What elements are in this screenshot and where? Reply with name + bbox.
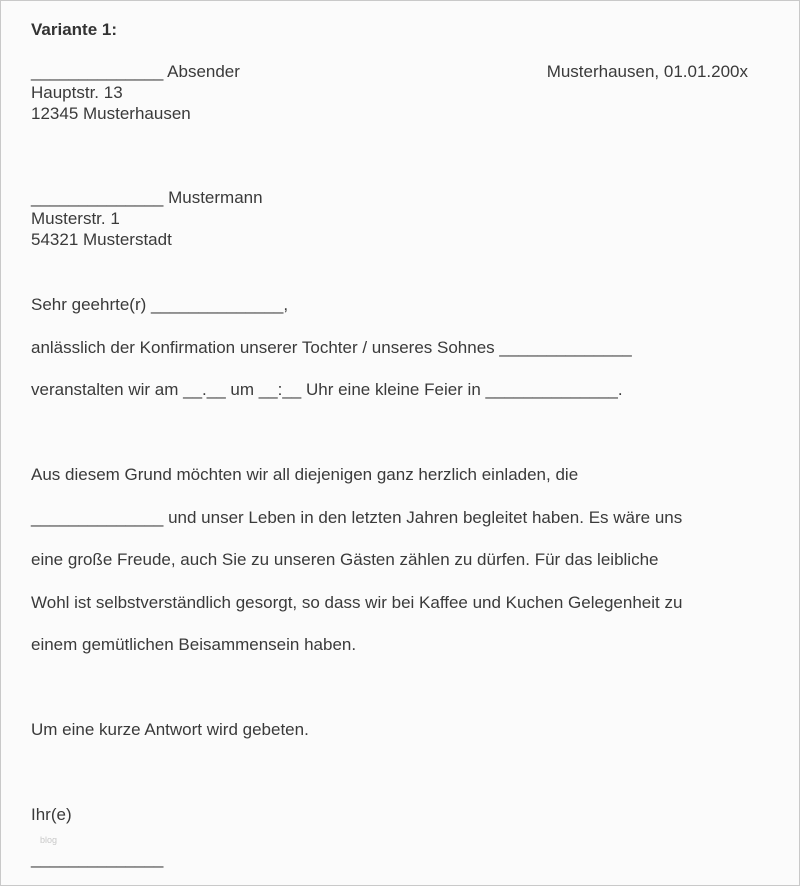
paragraph2-line: eine große Freude, auch Sie zu unseren Gästen zählen zu dürfen. Für das leibliche [31,550,659,569]
variant-title: Variante 1: [31,20,117,39]
signature-line: ______________ [31,849,164,868]
closing: Ihr(e) [31,805,72,824]
sender-city: 12345 Musterhausen [31,104,191,123]
salutation: Sehr geehrte(r) ______________, [31,295,289,314]
paragraph2-line: Wohl ist selbstverständlich gesorgt, so dass wir bei Kaffee und Kuchen Gelegenheit zu [31,593,683,612]
paragraph1-line: anlässlich der Konfirmation unserer Tochter / unseres Sohnes ______________ [31,338,632,357]
recipient-street: Musterstr. 1 [31,209,120,228]
paragraph1-line: veranstalten wir am __.__ um __:__ Uhr eine kleine Feier in ______________. [31,380,623,399]
recipient-city: 54321 Musterstadt [31,230,172,249]
paragraph2-line: einem gemütlichen Beisammensein haben. [31,635,357,654]
paragraph2-line: ______________ und unser Leben in den letzten Jahren begleitet haben. Es wäre uns [31,508,683,527]
paragraph2-line: Aus diesem Grund möchten wir all diejenigen ganz herzlich einladen, die [31,465,579,484]
place-date: Musterhausen, 01.01.200x [546,62,748,81]
recipient-name-line: ______________ Mustermann [31,188,263,207]
watermark: blog [40,835,58,845]
request-line: Um eine kurze Antwort wird gebeten. [31,720,309,739]
sender-street: Hauptstr. 13 [31,83,123,102]
sender-name-line: ______________ Absender [31,62,240,81]
